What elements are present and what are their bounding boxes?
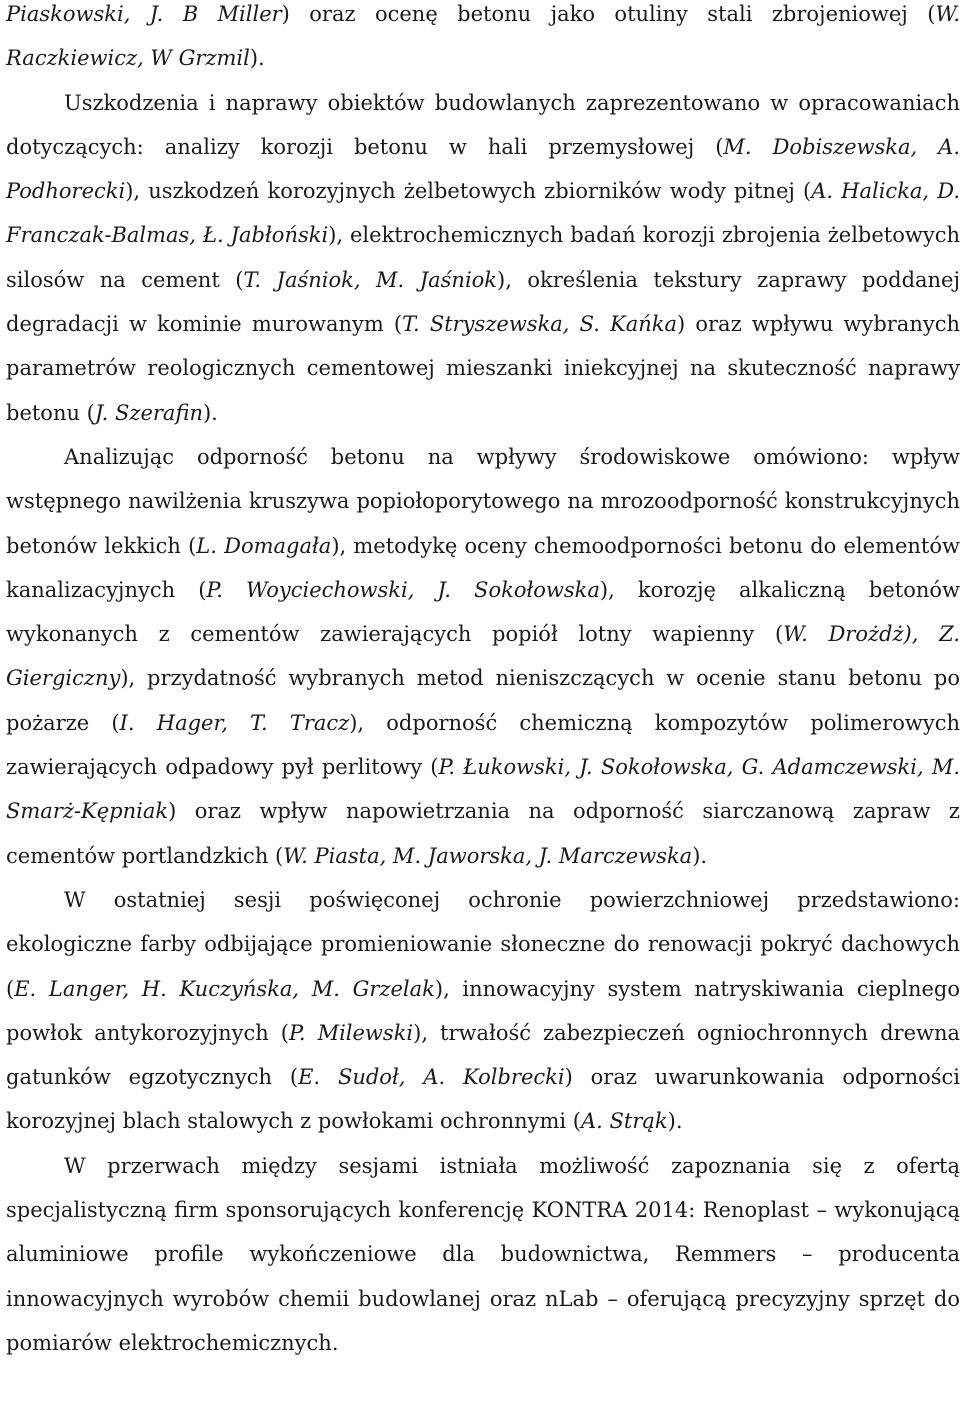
text-run: ) oraz wpływ napowietrzania na odporność siarczanową zapraw z cementów portlandzkich ( bbox=[6, 799, 960, 868]
text-run: ) oraz uwarunkowania odporności korozyjnej blach stalowych z powłokami ochronnymi ( bbox=[6, 1065, 960, 1134]
text-run: Uszkodzenia i naprawy obiektów budowlanych zaprezentowano w opracowaniach dotyczących: analizy korozji betonu w hali przemysłowej ( bbox=[6, 90, 960, 159]
author-names: A. Strąk bbox=[581, 1109, 668, 1134]
author-names: I. Hager, T. Tracz bbox=[119, 710, 350, 735]
text-run: W przerwach między sesjami istniała możliwość zapoznania się z ofertą specjalistyczną firm sponsorujących konferencję KONTRA 2014: Renoplast – wykonującą aluminiowe profile wykończeniowe dla budownictwa, Remmers – producenta innowacyjnych wyrobów chemii budowlanej oraz nLab – oferującą precyzyjny sprzęt do pomiarów elektrochemicznych. bbox=[6, 1153, 960, 1355]
text-run: ), korozję alkaliczną betonów wykonanych z cementów zawierających popiół lotny wapienny ( bbox=[6, 577, 960, 647]
author-names: W. Raczkiewicz, W Grzmil bbox=[6, 2, 960, 71]
author-names: P. Łukowski, J. Sokołowska, G. Adamczewski, M. Smarż-Kępniak bbox=[6, 755, 960, 824]
author-names: Piaskowski, J. B Miller bbox=[6, 2, 282, 26]
text-run: ), trwałość zabezpieczeń ogniochronnych drewna gatunków egzotycznych ( bbox=[6, 1020, 960, 1090]
text-run: ), odporność chemiczną kompozytów polimerowych zawierających odpadowy pył perlitowy ( bbox=[6, 710, 960, 780]
text-run: ), przydatność wybranych metod nieniszczących w ocenie stanu betonu po pożarze ( bbox=[6, 666, 960, 735]
author-names: E. Langer, H. Kuczyńska, M. Grzelak bbox=[14, 976, 435, 1001]
author-names: W. Drożdż), Z. Giergiczny bbox=[6, 622, 960, 691]
text-run: ). bbox=[202, 400, 218, 425]
author-names: M. Dobiszewska, A. Podhorecki bbox=[6, 134, 960, 204]
paragraph-4 bbox=[6, 878, 960, 1144]
text-run: ), określenia tekstury zaprawy poddanej degradacji w kominie murowanym ( bbox=[6, 267, 960, 337]
document-body bbox=[6, 0, 960, 1365]
author-names: L. Domagała bbox=[196, 533, 332, 558]
text-run: ), uszkodzeń korozyjnych żelbetowych zbiorników wody pitnej ( bbox=[125, 179, 812, 204]
text-run: ), elektrochemicznych badań korozji zbrojenia żelbetowych silosów na cement ( bbox=[6, 223, 960, 292]
paragraph-2 bbox=[6, 81, 960, 435]
author-names: P. Milewski bbox=[289, 1020, 414, 1045]
text-run: ), innowacyjny system natryskiwania cieplnego powłok antykorozyjnych ( bbox=[6, 976, 960, 1045]
text-run: ) oraz wpływu wybranych parametrów reologicznych cementowej mieszanki iniekcyjnej na skuteczność naprawy betonu ( bbox=[6, 312, 960, 425]
text-run: Analizując odporność betonu na wpływy środowiskowe omówiono: wpływ wstępnego nawilżenia kruszywa popiołoporytowego na mrozoodporność konstrukcyjnych betonów lekkich ( bbox=[6, 444, 960, 558]
text-run: ). bbox=[667, 1109, 683, 1134]
author-names: T. Jaśniok, M. Jaśniok bbox=[243, 267, 498, 292]
text-run: ), metodykę oceny chemoodporności betonu do elementów kanalizacyjnych ( bbox=[6, 533, 960, 602]
author-names: W. Piasta, M. Jaworska, J. Marczewska bbox=[283, 843, 693, 868]
paragraph-3 bbox=[6, 435, 960, 878]
paragraph-1 bbox=[6, 0, 960, 81]
author-names: E. Sudoł, A. Kolbrecki bbox=[298, 1065, 565, 1090]
text-run: W ostatniej sesji poświęconej ochronie powierzchniowej przedstawiono: ekologiczne farby odbijające promieniowanie słoneczne do renowacji pokryć dachowych ( bbox=[6, 887, 960, 1001]
author-names: A. Halicka, D. Franczak-Balmas, Ł. Jabłoński bbox=[6, 179, 960, 248]
text-run: ) oraz ocenę betonu jako otuliny stali zbrojeniowej ( bbox=[281, 2, 936, 26]
author-names: P. Woyciechowski, J. Sokołowska bbox=[206, 577, 600, 602]
author-names: J. Szerafin bbox=[94, 400, 203, 425]
text-run: ). bbox=[249, 46, 265, 71]
paragraph-5 bbox=[6, 1144, 960, 1365]
text-run: ). bbox=[692, 843, 708, 868]
author-names: T. Stryszewska, S. Kańka bbox=[402, 312, 678, 337]
